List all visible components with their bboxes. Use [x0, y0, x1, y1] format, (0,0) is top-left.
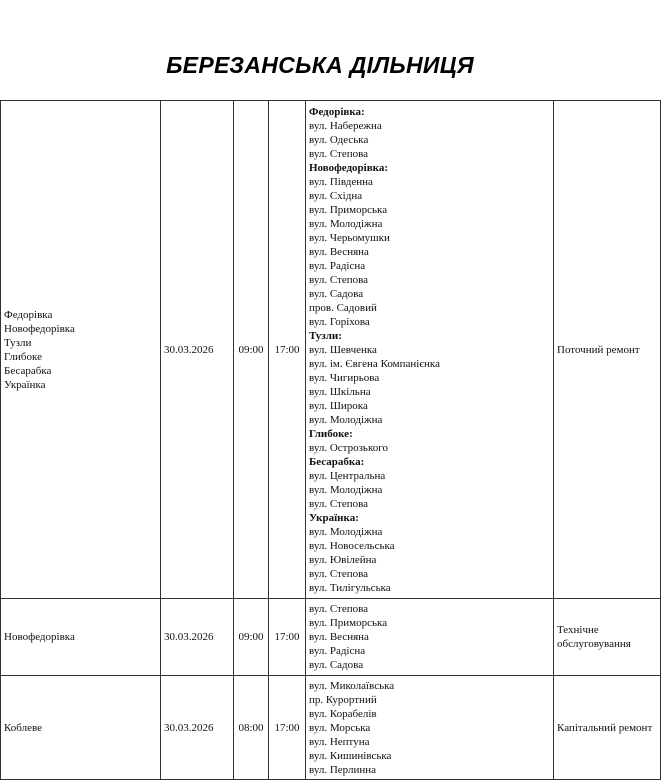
work-type-cell [554, 676, 661, 780]
street-name: вул. Набережна [309, 119, 382, 132]
work-type-cell [554, 599, 661, 676]
start-time-cell [234, 599, 269, 676]
work-type: Поточний ремонт [557, 343, 640, 356]
street-name: вул. ім. Євгена Компанієнка [309, 357, 440, 370]
street-name: вул. Новосельська [309, 539, 395, 552]
street-name: вул. Східна [309, 189, 363, 202]
street-name: вул. Радісна [309, 259, 366, 272]
street-name: вул. Нептуна [309, 735, 370, 748]
village-name: Коблеве [4, 721, 42, 734]
street-name: вул. Перлинна [309, 763, 377, 776]
village-heading: Тузли: [309, 329, 342, 342]
street-name: вул. Тилігульська [309, 581, 391, 594]
date-cell [161, 599, 234, 676]
table-row [1, 676, 661, 780]
street-name: вул. Шевченка [309, 343, 377, 356]
work-type: Технічне обслуговування [557, 624, 631, 650]
streets-cell [306, 101, 554, 599]
start-time-cell [234, 101, 269, 599]
street-name: вул. Шкільна [309, 385, 371, 398]
street-name: вул. Чигирьова [309, 371, 380, 384]
street-name: вул. Миколаївська [309, 679, 395, 692]
villages-cell [1, 101, 161, 599]
street-name: вул. Черьомушки [309, 231, 390, 244]
village-heading: Бесарабка: [309, 455, 365, 468]
street-name: вул. Степова [309, 273, 369, 286]
villages-cell [1, 599, 161, 676]
start-time: 09:00 [238, 631, 264, 643]
street-name: вул. Приморська [309, 617, 388, 629]
outage-date: 30.03.2026 [164, 721, 214, 734]
date-cell [161, 101, 234, 599]
village-heading: Новофедорівка: [309, 161, 389, 174]
date-cell [161, 676, 234, 780]
end-time: 17:00 [274, 631, 300, 643]
village-name: Новофедорівка [4, 322, 75, 335]
end-time: 17:00 [274, 721, 300, 734]
street-name: вул. Садова [309, 659, 364, 671]
street-name: вул. Молодіжна [309, 413, 383, 426]
start-time: 08:00 [238, 721, 264, 734]
street-name: вул. Молодіжна [309, 217, 383, 230]
street-name: вул. Центральна [309, 469, 386, 482]
outage-date: 30.03.2026 [164, 631, 214, 643]
street-name: вул. Кишинівська [309, 749, 392, 762]
street-name: вул. Одеська [309, 133, 369, 146]
street-name: вул. Корабелів [309, 707, 377, 720]
street-name: вул. Степова [309, 603, 369, 615]
table-row [1, 101, 661, 599]
street-name: вул. Весняна [309, 245, 369, 258]
street-name: пров. Садовий [309, 301, 377, 314]
work-type: Капітальний ремонт [557, 721, 653, 734]
village-name: Тузли [4, 336, 32, 349]
work-type-cell [554, 101, 661, 599]
street-name: вул. Ювілейна [309, 553, 377, 566]
street-name: вул. Південна [309, 175, 373, 188]
street-name: вул. Весняна [309, 631, 369, 643]
street-name: вул. Степова [309, 147, 369, 160]
street-name: вул. Молодіжна [309, 483, 383, 496]
street-name: вул. Морська [309, 721, 371, 734]
street-name: вул. Степова [309, 567, 369, 580]
table-row [1, 599, 661, 676]
page-title: БЕРЕЗАНСЬКА ДІЛЬНИЦЯ [166, 52, 474, 78]
street-name: вул. Приморська [309, 203, 388, 216]
street-name: вул. Молодіжна [309, 525, 383, 538]
street-name: вул. Садова [309, 287, 364, 300]
village-name: Бесарабка [4, 364, 52, 377]
village-name: Глибоке [4, 350, 42, 363]
streets-cell [306, 676, 554, 780]
village-heading: Федорівка: [309, 105, 365, 118]
village-heading: Глибоке: [309, 427, 353, 440]
end-time-cell [269, 599, 306, 676]
end-time: 17:00 [274, 343, 300, 356]
street-name: вул. Радісна [309, 645, 366, 657]
villages-cell [1, 676, 161, 780]
end-time-cell [269, 676, 306, 780]
street-name: пр. Курортний [309, 693, 377, 706]
outage-date: 30.03.2026 [164, 343, 214, 356]
start-time-cell [234, 676, 269, 780]
village-name: Новофедорівка [4, 631, 75, 643]
street-name: вул. Степова [309, 497, 369, 510]
village-name: Федорівка [4, 308, 53, 321]
outage-schedule-table [0, 100, 661, 780]
street-name: вул. Широка [309, 399, 368, 412]
streets-cell [306, 599, 554, 676]
start-time: 09:00 [238, 343, 264, 356]
end-time-cell [269, 101, 306, 599]
street-name: вул. Острозького [309, 441, 388, 454]
street-name: вул. Горіхова [309, 315, 370, 328]
village-heading: Українка: [309, 511, 359, 524]
village-name: Українка [4, 378, 46, 391]
outage-table-body [1, 101, 661, 780]
